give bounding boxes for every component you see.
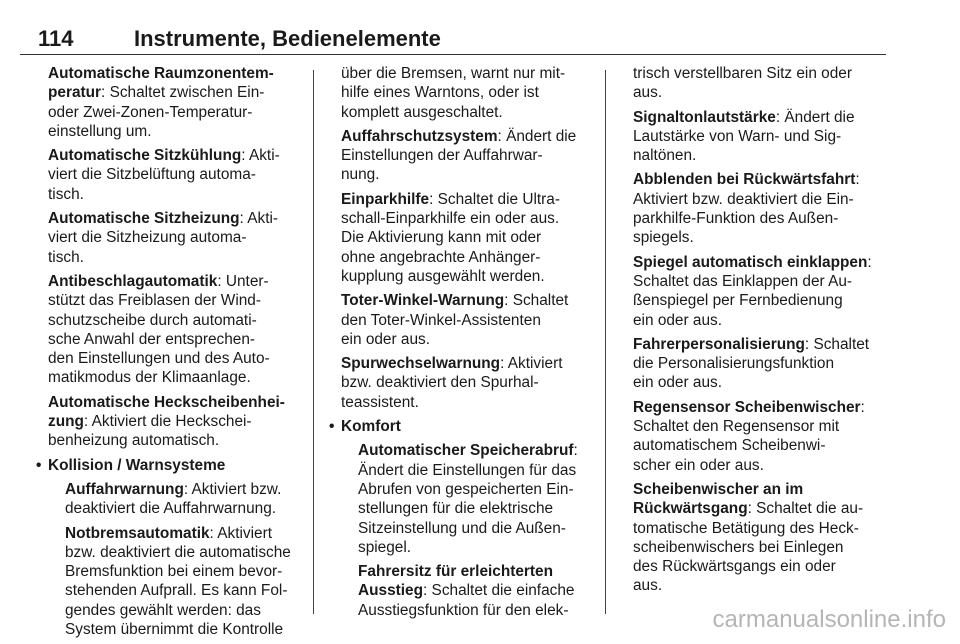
entry-text: einstellung um. bbox=[48, 122, 152, 140]
entry-group bbox=[341, 441, 591, 620]
entry-text: sche Anwahl der entsprechen- bbox=[48, 330, 256, 348]
entry-label: Spurwechselwarnung bbox=[341, 355, 501, 373]
entry-text: : Schaltet die Ultra- bbox=[429, 190, 560, 208]
text-line bbox=[633, 64, 893, 83]
column-3 bbox=[633, 64, 893, 601]
entry-text: bzw. deaktiviert die automatische bbox=[65, 543, 291, 561]
text-line bbox=[48, 311, 304, 330]
entry-text: System übernimmt die Kontrolle bbox=[65, 621, 284, 639]
entry-text: ein oder aus. bbox=[633, 374, 722, 392]
text-line bbox=[48, 456, 304, 475]
text-line bbox=[633, 146, 893, 165]
text-line bbox=[341, 373, 591, 392]
entry-text: Sitzeinstellung und die Außen- bbox=[358, 519, 566, 537]
text-line bbox=[633, 557, 893, 576]
page-title: Instrumente, Bedienelemente bbox=[134, 26, 441, 51]
entry-text: viert die Sitzheizung automa- bbox=[48, 229, 247, 247]
entry-text: Abrufen von gespeicherten Ein- bbox=[358, 480, 574, 498]
text-line bbox=[48, 349, 304, 368]
text-line bbox=[48, 122, 304, 141]
entry-group bbox=[48, 480, 304, 639]
text-line bbox=[341, 393, 591, 412]
text-line bbox=[633, 576, 893, 595]
manual-entry bbox=[358, 441, 591, 557]
manual-entry bbox=[341, 354, 591, 412]
page-number: 114 bbox=[38, 26, 74, 51]
text-line bbox=[48, 83, 304, 102]
entry-text: : Aktiviert bzw. bbox=[183, 480, 282, 498]
entry-label: peratur bbox=[48, 84, 102, 102]
manual-entry bbox=[48, 393, 304, 451]
manual-entry bbox=[633, 64, 893, 103]
text-line bbox=[48, 330, 304, 349]
entry-text: : Akti- bbox=[241, 147, 280, 165]
entry-text: ohne angebrachte Anhänger- bbox=[341, 248, 541, 266]
bullet-heading-text bbox=[48, 456, 304, 475]
manual-entry bbox=[48, 272, 304, 388]
text-line bbox=[358, 441, 591, 460]
entry-text: deaktiviert die Auffahrwarnung. bbox=[65, 500, 277, 518]
text-line bbox=[65, 499, 304, 518]
entry-text: scher ein oder aus. bbox=[633, 456, 764, 474]
text-line bbox=[633, 456, 893, 475]
text-line bbox=[633, 253, 893, 272]
manual-entry bbox=[633, 170, 893, 247]
entry-text: den Einstellungen und des Auto- bbox=[48, 350, 270, 368]
entry-label: Auffahrwarnung bbox=[65, 480, 184, 498]
text-line bbox=[633, 209, 893, 228]
text-line bbox=[633, 272, 893, 291]
manual-entry bbox=[633, 398, 893, 475]
entry-label: Rückwärtsgang bbox=[633, 500, 748, 518]
entry-label: Fahrerpersonalisierung bbox=[633, 335, 805, 353]
entry-text: die Personalisierungsfunktion bbox=[633, 355, 835, 373]
text-line bbox=[633, 228, 893, 247]
entry-text: ein oder aus. bbox=[633, 311, 722, 329]
text-line bbox=[341, 417, 591, 436]
entry-text: Schaltet den Regensensor mit bbox=[633, 418, 840, 436]
entry-text: stellungen für die elektrische bbox=[358, 500, 554, 518]
entry-text: bzw. deaktiviert den Spurhal- bbox=[341, 374, 539, 392]
entry-text: komplett ausgeschaltet. bbox=[341, 103, 503, 121]
text-line bbox=[341, 190, 591, 209]
entry-text: Ausstiegsfunktion für den elek- bbox=[358, 601, 569, 619]
entry-text: : Ändert die bbox=[775, 108, 855, 126]
bullet-dot: • bbox=[329, 418, 335, 436]
entry-label: Signaltonlautstärke bbox=[633, 108, 776, 126]
manual-entry bbox=[633, 335, 893, 393]
column-1 bbox=[36, 64, 304, 644]
text-line bbox=[358, 538, 591, 557]
entry-label: Automatische Heckscheibenhei- bbox=[48, 393, 285, 411]
entry-text: : Schaltet bbox=[504, 292, 569, 310]
text-line bbox=[633, 499, 893, 518]
entry-group bbox=[633, 64, 893, 596]
entry-text: : Schaltet bbox=[804, 335, 870, 353]
text-line bbox=[358, 562, 591, 581]
entry-text: : bbox=[860, 398, 865, 416]
entry-label: Komfort bbox=[341, 418, 401, 436]
entry-text: : Schaltet zwischen Ein- bbox=[101, 84, 265, 102]
entry-group bbox=[341, 64, 591, 412]
manual-entry bbox=[65, 524, 304, 640]
entry-label: Antibeschlagautomatik bbox=[48, 272, 218, 290]
entry-label: Fahrersitz für erleichterten bbox=[358, 563, 554, 581]
text-line bbox=[633, 373, 893, 392]
entry-text: hilfe eines Warntons, oder ist bbox=[341, 84, 539, 102]
entry-text: stützt das Freiblasen der Wind- bbox=[48, 292, 261, 310]
manual-entry bbox=[633, 480, 893, 596]
entry-group bbox=[48, 64, 304, 451]
entry-text: trisch verstellbaren Sitz ein oder bbox=[633, 65, 852, 82]
text-line bbox=[633, 354, 893, 373]
text-line bbox=[48, 368, 304, 387]
entry-text: scheibenwischers bei Einlegen bbox=[633, 538, 844, 556]
entry-text: ein oder aus. bbox=[341, 330, 430, 348]
text-line bbox=[48, 146, 304, 165]
entry-label: Abblenden bei Rückwärtsfahrt bbox=[633, 171, 856, 189]
text-line bbox=[633, 417, 893, 436]
column-2 bbox=[329, 64, 591, 625]
text-line bbox=[633, 127, 893, 146]
entry-text: gendes gewählt werden: das bbox=[65, 601, 261, 619]
entry-text: teassistent. bbox=[341, 393, 419, 411]
entry-text: aus. bbox=[633, 84, 663, 102]
entry-text: : Schaltet die au- bbox=[747, 500, 864, 518]
entry-text: über die Bremsen, warnt nur mit- bbox=[341, 65, 566, 82]
text-line bbox=[65, 543, 304, 562]
entry-text: : Aktiviert bbox=[500, 355, 563, 373]
text-line bbox=[633, 83, 893, 102]
text-line bbox=[358, 519, 591, 538]
entry-label: Scheibenwischer an im bbox=[633, 480, 804, 498]
entry-text: : Akti- bbox=[239, 210, 279, 228]
manual-entry bbox=[48, 64, 304, 141]
bullet-heading bbox=[36, 456, 304, 475]
text-line bbox=[341, 127, 591, 146]
manual-entry bbox=[341, 64, 591, 122]
entry-label: Automatische Sitzheizung bbox=[48, 210, 240, 228]
text-line bbox=[65, 620, 304, 639]
text-line bbox=[341, 311, 591, 330]
text-line bbox=[48, 431, 304, 450]
bullet-heading bbox=[329, 417, 591, 436]
text-line bbox=[341, 146, 591, 165]
entry-text: des Rückwärtsgangs ein oder bbox=[633, 558, 836, 576]
manual-entry bbox=[341, 291, 591, 349]
text-line bbox=[65, 480, 304, 499]
text-line bbox=[48, 209, 304, 228]
text-line bbox=[341, 83, 591, 102]
entry-text: stehenden Aufprall. Es kann Fol- bbox=[65, 582, 288, 600]
text-line bbox=[358, 480, 591, 499]
entry-text: spiegels. bbox=[633, 229, 694, 247]
text-line bbox=[358, 499, 591, 518]
text-line bbox=[633, 190, 893, 209]
entry-label: Regensensor Scheibenwischer bbox=[633, 398, 861, 416]
text-line bbox=[358, 461, 591, 480]
entry-text: Bremsfunktion bei einem bevor- bbox=[65, 563, 283, 581]
entry-label: Automatische Sitzkühlung bbox=[48, 147, 242, 165]
text-line bbox=[358, 581, 591, 600]
text-line bbox=[48, 64, 304, 83]
entry-text: automatischem Scheibenwi- bbox=[633, 437, 826, 455]
entry-text: : bbox=[573, 442, 578, 460]
entry-text: : Unter- bbox=[217, 272, 269, 290]
text-line bbox=[65, 601, 304, 620]
text-line bbox=[633, 538, 893, 557]
entry-text: : Aktiviert die Heckschei- bbox=[83, 413, 252, 431]
entry-text: schall-Einparkhilfe ein oder aus. bbox=[341, 210, 560, 228]
text-line bbox=[48, 412, 304, 431]
text-line bbox=[48, 393, 304, 412]
entry-text: Ändert die Einstellungen für das bbox=[358, 461, 577, 479]
entry-text: Schaltet das Einklappen der Au- bbox=[633, 272, 853, 290]
text-line bbox=[341, 248, 591, 267]
column-divider bbox=[605, 70, 606, 614]
manual-entry bbox=[48, 209, 304, 267]
bullet-heading-text bbox=[341, 417, 591, 436]
manual-entry bbox=[358, 562, 591, 620]
text-line bbox=[48, 185, 304, 204]
entry-label: Einparkhilfe bbox=[341, 190, 430, 208]
entry-text: kupplung ausgewählt werden. bbox=[341, 267, 545, 285]
text-line bbox=[341, 291, 591, 310]
entry-label: Toter-Winkel-Warnung bbox=[341, 292, 505, 310]
text-line bbox=[633, 291, 893, 310]
entry-text: schutzscheibe durch automati- bbox=[48, 311, 257, 329]
entry-text: Einstellungen der Auffahrwar- bbox=[341, 147, 543, 165]
text-line bbox=[48, 165, 304, 184]
entry-label: zung bbox=[48, 413, 84, 431]
entry-text: den Toter-Winkel-Assistenten bbox=[341, 311, 541, 329]
text-line bbox=[633, 170, 893, 189]
entry-text: parkhilfe-Funktion des Außen- bbox=[633, 210, 839, 228]
entry-text: spiegel. bbox=[358, 538, 412, 556]
watermark: carmanualsonline.info bbox=[712, 606, 946, 633]
entry-text: : Ändert die bbox=[497, 127, 577, 145]
entry-text: Aktiviert bzw. deaktiviert die Ein- bbox=[633, 190, 854, 208]
manual-entry bbox=[48, 146, 304, 204]
entry-text: oder Zwei-Zonen-Temperatur- bbox=[48, 103, 253, 121]
entry-text: benheizung automatisch. bbox=[48, 432, 220, 450]
entry-label: Kollision / Warnsysteme bbox=[48, 456, 226, 474]
entry-label: Ausstieg bbox=[358, 582, 423, 600]
entry-text: Die Aktivierung kann mit oder bbox=[341, 229, 542, 247]
text-line bbox=[65, 524, 304, 543]
text-line bbox=[48, 291, 304, 310]
text-line bbox=[65, 562, 304, 581]
text-line bbox=[633, 480, 893, 499]
entry-text: nung. bbox=[341, 166, 380, 184]
text-line bbox=[633, 311, 893, 330]
entry-text: aus. bbox=[633, 577, 663, 595]
text-line bbox=[48, 248, 304, 267]
entry-label: Notbremsautomatik bbox=[65, 524, 210, 542]
manual-entry bbox=[341, 127, 591, 185]
text-line bbox=[341, 64, 591, 83]
text-line bbox=[633, 436, 893, 455]
text-line bbox=[633, 335, 893, 354]
text-line bbox=[65, 581, 304, 600]
manual-entry bbox=[65, 480, 304, 519]
entry-text: ßenspiegel per Fernbedienung bbox=[633, 292, 843, 310]
page-header bbox=[20, 24, 886, 55]
entry-text: : bbox=[867, 253, 872, 271]
entry-text: : Aktiviert bbox=[209, 524, 272, 542]
text-line bbox=[341, 267, 591, 286]
text-line bbox=[633, 519, 893, 538]
entry-label: Auffahrschutzsystem bbox=[341, 127, 498, 145]
text-line bbox=[358, 601, 591, 620]
entry-label: Automatischer Speicherabruf bbox=[358, 442, 574, 460]
entry-text: Lautstärke von Warn- und Sig- bbox=[633, 127, 842, 145]
entry-text: matikmodus der Klimaanlage. bbox=[48, 369, 251, 387]
entry-text: tomatische Betätigung des Heck- bbox=[633, 519, 859, 537]
entry-text: tisch. bbox=[48, 248, 84, 266]
entry-text: tisch. bbox=[48, 185, 84, 203]
entry-label: Automatische Raumzonentem- bbox=[48, 65, 274, 82]
text-line bbox=[633, 108, 893, 127]
entry-text: : Schaltet die einfache bbox=[423, 582, 575, 600]
text-line bbox=[48, 228, 304, 247]
entry-text: naltönen. bbox=[633, 147, 697, 165]
column-divider bbox=[313, 70, 314, 614]
text-line bbox=[341, 228, 591, 247]
manual-entry bbox=[633, 108, 893, 166]
text-line bbox=[341, 354, 591, 373]
text-line bbox=[341, 165, 591, 184]
text-line bbox=[341, 209, 591, 228]
text-line bbox=[633, 398, 893, 417]
text-line bbox=[48, 103, 304, 122]
text-line bbox=[341, 103, 591, 122]
text-line bbox=[48, 272, 304, 291]
entry-text: viert die Sitzbelüftung automa- bbox=[48, 166, 256, 184]
manual-entry bbox=[633, 253, 893, 330]
entry-text: : bbox=[855, 171, 860, 189]
manual-entry bbox=[341, 190, 591, 286]
text-line bbox=[341, 330, 591, 349]
bullet-dot: • bbox=[36, 456, 42, 474]
entry-label: Spiegel automatisch einklappen bbox=[633, 253, 868, 271]
